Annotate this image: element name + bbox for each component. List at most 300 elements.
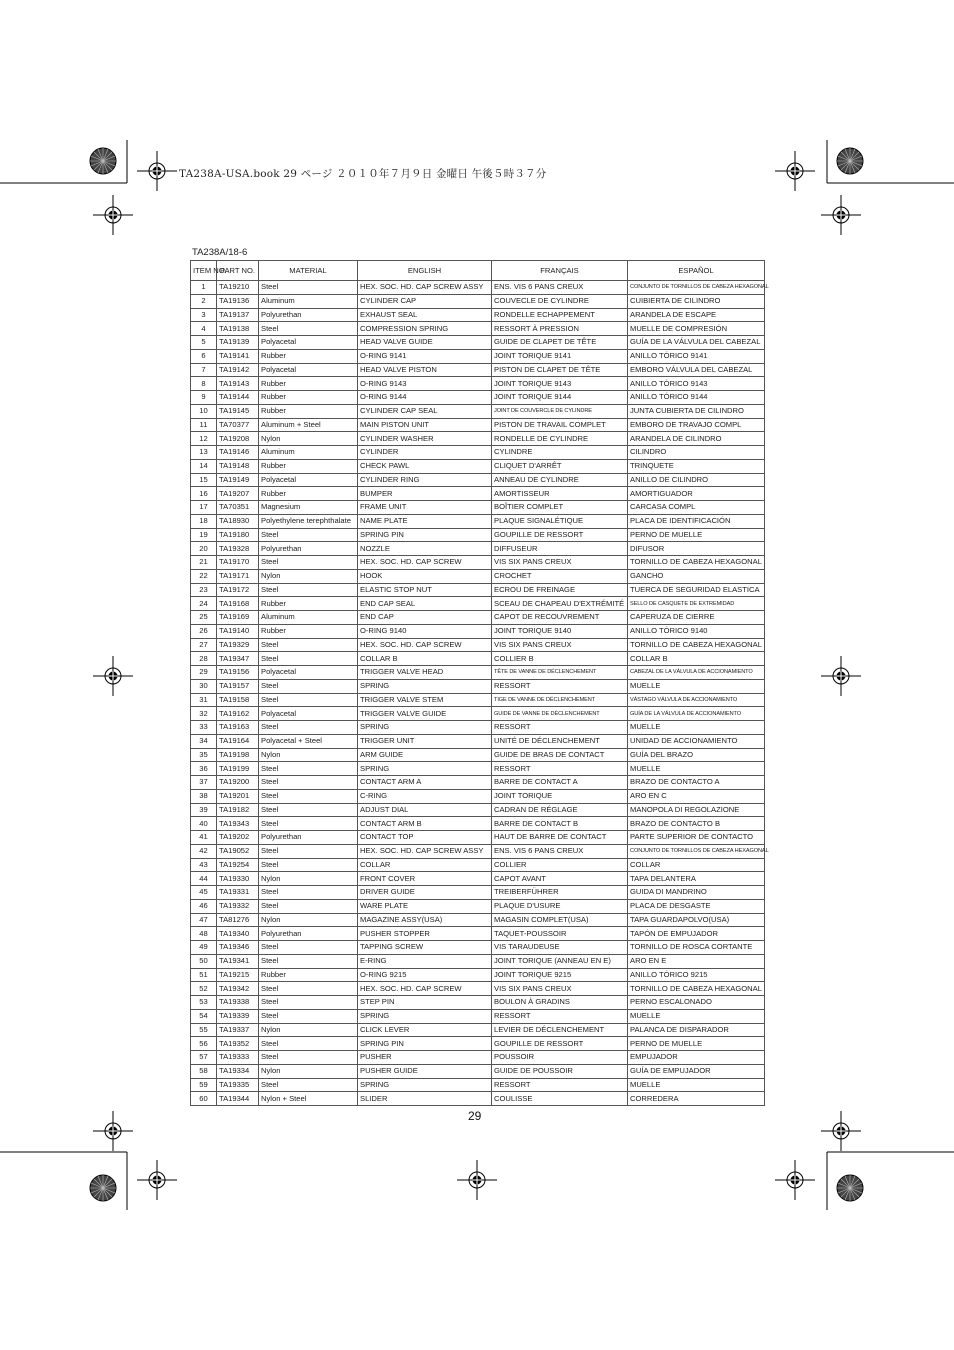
cell-part-no: TA19343	[217, 817, 259, 831]
table-row	[191, 542, 765, 556]
cell-espanol: BRAZO DE CONTACTO A	[628, 776, 765, 790]
cell-item-no: 28	[191, 652, 217, 666]
cell-english: COLLAR	[358, 858, 492, 872]
cell-item-no: 52	[191, 982, 217, 996]
cell-francais: BOULON À GRADINS	[492, 996, 628, 1010]
table-row	[191, 748, 765, 762]
cell-material: Rubber	[259, 459, 358, 473]
cell-english: CYLINDER	[358, 446, 492, 460]
cell-part-no: TA19199	[217, 762, 259, 776]
cell-espanol: PERNO ESCALONADO	[628, 996, 765, 1010]
cell-english: SPRING	[358, 1078, 492, 1092]
cell-material: Steel	[259, 693, 358, 707]
cell-item-no: 10	[191, 404, 217, 418]
cell-material: Steel	[259, 858, 358, 872]
cell-part-no: TA19347	[217, 652, 259, 666]
cell-english: HEX. SOC. HD. CAP SCREW	[358, 638, 492, 652]
table-row	[191, 762, 765, 776]
cell-english: O-RING 9141	[358, 349, 492, 363]
cell-francais: CROCHET	[492, 569, 628, 583]
table-row	[191, 611, 765, 625]
table-row	[191, 721, 765, 735]
cell-item-no: 39	[191, 803, 217, 817]
cell-francais: JOINT TORIQUE	[492, 789, 628, 803]
cell-item-no: 12	[191, 432, 217, 446]
cell-francais: JOINT TORIQUE 9144	[492, 391, 628, 405]
table-row	[191, 404, 765, 418]
cell-item-no: 18	[191, 514, 217, 528]
cell-item-no: 5	[191, 336, 217, 350]
table-row	[191, 638, 765, 652]
cell-francais: JOINT TORIQUE (ANNEAU EN E)	[492, 954, 628, 968]
cell-part-no: TA19171	[217, 569, 259, 583]
cell-english: CYLINDER WASHER	[358, 432, 492, 446]
cell-english: HOOK	[358, 569, 492, 583]
table-header-row	[191, 261, 765, 281]
cell-item-no: 1	[191, 281, 217, 295]
table-row	[191, 501, 765, 515]
cell-espanol: TAPA DELANTERA	[628, 872, 765, 886]
table-row	[191, 418, 765, 432]
cell-part-no: TA18930	[217, 514, 259, 528]
cell-part-no: TA19254	[217, 858, 259, 872]
table-row	[191, 652, 765, 666]
cell-material: Steel	[259, 886, 358, 900]
cell-material: Steel	[259, 281, 358, 295]
cell-part-no: TA19208	[217, 432, 259, 446]
cell-item-no: 44	[191, 872, 217, 886]
cell-espanol: MUELLE	[628, 762, 765, 776]
cell-francais: JOINT TORIQUE 9215	[492, 968, 628, 982]
cell-espanol: BRAZO DE CONTACTO B	[628, 817, 765, 831]
cell-part-no: TA19200	[217, 776, 259, 790]
cell-material: Polyacetal	[259, 707, 358, 721]
cell-part-no: TA19335	[217, 1078, 259, 1092]
document-code: TA238A/18-6	[192, 247, 248, 258]
print-header: TA238A-USA.book 29 ページ ２０１０年７月９日 金曜日 午後５時３７分	[179, 168, 547, 180]
cell-francais: COULISSE	[492, 1092, 628, 1106]
table-row	[191, 528, 765, 542]
cell-espanol: TORNILLO DE CABEZA HEXAGONAL	[628, 982, 765, 996]
cell-part-no: TA19158	[217, 693, 259, 707]
cell-francais: BOÎTIER COMPLET	[492, 501, 628, 515]
cell-english: WARE PLATE	[358, 899, 492, 913]
cell-item-no: 50	[191, 954, 217, 968]
cell-espanol: ARANDELA DE CILINDRO	[628, 432, 765, 446]
cell-espanol: CABEZAL DE LA VÁLVULA DE ACCIONAMIENTO	[628, 666, 765, 680]
cell-english: END CAP	[358, 611, 492, 625]
cell-english: CYLINDER RING	[358, 473, 492, 487]
cell-material: Steel	[259, 776, 358, 790]
cell-item-no: 13	[191, 446, 217, 460]
cell-item-no: 11	[191, 418, 217, 432]
table-row	[191, 459, 765, 473]
cell-part-no: TA19162	[217, 707, 259, 721]
cell-english: HEAD VALVE GUIDE	[358, 336, 492, 350]
cell-material: Polyurethan	[259, 831, 358, 845]
cell-espanol: AMORTIGUADOR	[628, 487, 765, 501]
cell-francais: VIS SIX PANS CREUX	[492, 556, 628, 570]
cell-espanol: EMBORO VÁLVULA DEL CABEZAL	[628, 363, 765, 377]
cell-english: TRIGGER VALVE HEAD	[358, 666, 492, 680]
cell-francais: BARRE DE CONTACT B	[492, 817, 628, 831]
cell-material: Steel	[259, 941, 358, 955]
cell-francais: GUIDE DE POUSSOIR	[492, 1064, 628, 1078]
cell-francais: CADRAN DE RÉGLAGE	[492, 803, 628, 817]
cell-item-no: 55	[191, 1023, 217, 1037]
table-row	[191, 927, 765, 941]
table-row	[191, 281, 765, 295]
cell-item-no: 37	[191, 776, 217, 790]
cell-espanol: ARO EN E	[628, 954, 765, 968]
cell-english: ELASTIC STOP NUT	[358, 583, 492, 597]
cell-item-no: 22	[191, 569, 217, 583]
cell-francais: JOINT DE COUVERCLE DE CYLINDRE	[492, 404, 628, 418]
col-header-english: ENGLISH	[358, 261, 492, 281]
cell-english: TRIGGER VALVE STEM	[358, 693, 492, 707]
cell-english: PUSHER	[358, 1051, 492, 1065]
cell-item-no: 31	[191, 693, 217, 707]
table-row	[191, 1051, 765, 1065]
cell-francais: RESSORT	[492, 679, 628, 693]
cell-item-no: 56	[191, 1037, 217, 1051]
cell-material: Nylon	[259, 748, 358, 762]
parts-table-body	[191, 281, 769, 1106]
cell-espanol: PERNO DE MUELLE	[628, 1037, 765, 1051]
cell-english: CLICK LEVER	[358, 1023, 492, 1037]
cell-francais: RONDELLE ECHAPPEMENT	[492, 308, 628, 322]
cell-english: TRIGGER UNIT	[358, 734, 492, 748]
cell-item-no: 51	[191, 968, 217, 982]
cell-part-no: TA19333	[217, 1051, 259, 1065]
cell-material: Steel	[259, 528, 358, 542]
cell-english: HEX. SOC. HD. CAP SCREW	[358, 982, 492, 996]
table-row	[191, 941, 765, 955]
cell-english: CONTACT TOP	[358, 831, 492, 845]
cell-material: Steel	[259, 803, 358, 817]
cell-item-no: 6	[191, 349, 217, 363]
cell-part-no: TA19149	[217, 473, 259, 487]
cell-part-no: TA19170	[217, 556, 259, 570]
cell-part-no: TA19145	[217, 404, 259, 418]
cell-material: Steel	[259, 996, 358, 1010]
cell-francais: RESSORT	[492, 762, 628, 776]
cell-item-no: 41	[191, 831, 217, 845]
cell-francais: JOINT TORIQUE 9141	[492, 349, 628, 363]
table-row	[191, 982, 765, 996]
cell-francais: PLAQUE D'USURE	[492, 899, 628, 913]
cell-part-no: TA19182	[217, 803, 259, 817]
cell-francais: PLAQUE SIGNALÉTIQUE	[492, 514, 628, 528]
cell-english: NOZZLE	[358, 542, 492, 556]
cell-espanol: EMPUJADOR	[628, 1051, 765, 1065]
cell-english: NAME PLATE	[358, 514, 492, 528]
cell-item-no: 48	[191, 927, 217, 941]
cell-english: E-RING	[358, 954, 492, 968]
table-row	[191, 349, 765, 363]
cell-espanol: UNIDAD DE ACCIONAMIENTO	[628, 734, 765, 748]
cell-part-no: TA70377	[217, 418, 259, 432]
cell-material: Magnesium	[259, 501, 358, 515]
cell-francais: HAUT DE BARRE DE CONTACT	[492, 831, 628, 845]
cell-francais: PISTON DE TRAVAIL COMPLET	[492, 418, 628, 432]
cell-item-no: 25	[191, 611, 217, 625]
cell-material: Aluminum	[259, 446, 358, 460]
cell-espanol: GANCHO	[628, 569, 765, 583]
cell-material: Polyurethan	[259, 927, 358, 941]
table-row	[191, 1078, 765, 1092]
cell-english: SPRING	[358, 1009, 492, 1023]
cell-item-no: 26	[191, 624, 217, 638]
cell-material: Steel	[259, 982, 358, 996]
cell-part-no: TA19163	[217, 721, 259, 735]
cell-item-no: 20	[191, 542, 217, 556]
cell-espanol: CAPERUZA DE CIERRE	[628, 611, 765, 625]
parts-list-table	[190, 260, 769, 1106]
cell-item-no: 33	[191, 721, 217, 735]
cell-espanol: MUELLE DE COMPRESIÓN	[628, 322, 765, 336]
cell-espanol: EMBORO DE TRAVAJO COMPL	[628, 418, 765, 432]
table-row	[191, 432, 765, 446]
cell-espanol: MUELLE	[628, 1078, 765, 1092]
cell-item-no: 14	[191, 459, 217, 473]
cell-english: PUSHER STOPPER	[358, 927, 492, 941]
cell-item-no: 3	[191, 308, 217, 322]
cell-espanol: TUERCA DE SEGURIDAD ELASTICA	[628, 583, 765, 597]
cell-espanol: ANILLO DE CILINDRO	[628, 473, 765, 487]
cell-espanol: VÁSTAGO VÁLVULA DE ACCIONAMIENTO	[628, 693, 765, 707]
cell-item-no: 35	[191, 748, 217, 762]
cell-francais: GUIDE DE CLAPET DE TÊTE	[492, 336, 628, 350]
cell-item-no: 15	[191, 473, 217, 487]
cell-part-no: TA19342	[217, 982, 259, 996]
cell-material: Steel	[259, 762, 358, 776]
cell-item-no: 24	[191, 597, 217, 611]
table-row	[191, 844, 765, 858]
cell-item-no: 30	[191, 679, 217, 693]
cell-espanol: ANILLO TÓRICO 9143	[628, 377, 765, 391]
cell-part-no: TA19168	[217, 597, 259, 611]
table-row	[191, 886, 765, 900]
cell-part-no: TA70351	[217, 501, 259, 515]
cell-part-no: TA19157	[217, 679, 259, 693]
cell-english: SPRING PIN	[358, 1037, 492, 1051]
cell-francais: ECROU DE FREINAGE	[492, 583, 628, 597]
cell-material: Steel	[259, 583, 358, 597]
table-row	[191, 1092, 765, 1106]
cell-english: CHECK PAWL	[358, 459, 492, 473]
cell-espanol: CORREDERA	[628, 1092, 765, 1106]
cell-part-no: TA19352	[217, 1037, 259, 1051]
cell-english: O-RING 9140	[358, 624, 492, 638]
cell-espanol: ARO EN C	[628, 789, 765, 803]
cell-part-no: TA19202	[217, 831, 259, 845]
cell-english: C-RING	[358, 789, 492, 803]
cell-francais: TIGE DE VANNE DE DÉCLENCHEMENT	[492, 693, 628, 707]
cell-part-no: TA19340	[217, 927, 259, 941]
cell-item-no: 8	[191, 377, 217, 391]
cell-francais: RESSORT	[492, 721, 628, 735]
cell-francais: VIS SIX PANS CREUX	[492, 638, 628, 652]
cell-material: Rubber	[259, 487, 358, 501]
cell-english: HEX. SOC. HD. CAP SCREW ASSY	[358, 281, 492, 295]
cell-espanol: GUÍA DE EMPUJADOR	[628, 1064, 765, 1078]
cell-item-no: 59	[191, 1078, 217, 1092]
cell-material: Polyacetal + Steel	[259, 734, 358, 748]
table-row	[191, 363, 765, 377]
cell-english: MAGAZINE ASSY(USA)	[358, 913, 492, 927]
cell-item-no: 58	[191, 1064, 217, 1078]
cell-espanol: PLACA DE DESGASTE	[628, 899, 765, 913]
cell-english: CONTACT ARM A	[358, 776, 492, 790]
cell-francais: CAPOT DE RECOUVREMENT	[492, 611, 628, 625]
cell-item-no: 40	[191, 817, 217, 831]
table-row	[191, 1023, 765, 1037]
cell-material: Rubber	[259, 377, 358, 391]
cell-item-no: 19	[191, 528, 217, 542]
table-row	[191, 487, 765, 501]
cell-material: Steel	[259, 638, 358, 652]
cell-part-no: TA19148	[217, 459, 259, 473]
table-row	[191, 666, 765, 680]
cell-part-no: TA19140	[217, 624, 259, 638]
cell-part-no: TA19334	[217, 1064, 259, 1078]
cell-francais: JOINT TORIQUE 9143	[492, 377, 628, 391]
cell-francais: CYLINDRE	[492, 446, 628, 460]
cell-part-no: TA19210	[217, 281, 259, 295]
cell-material: Nylon	[259, 432, 358, 446]
cell-item-no: 29	[191, 666, 217, 680]
cell-francais: ANNEAU DE CYLINDRE	[492, 473, 628, 487]
cell-material: Steel	[259, 322, 358, 336]
cell-part-no: TA19341	[217, 954, 259, 968]
cell-espanol: ARANDELA DE ESCAPE	[628, 308, 765, 322]
cell-material: Rubber	[259, 624, 358, 638]
cell-material: Polyacetal	[259, 363, 358, 377]
cell-english: TRIGGER VALVE GUIDE	[358, 707, 492, 721]
cell-material: Polyacetal	[259, 336, 358, 350]
cell-francais: GUIDE DE VANNE DE DÉCLENCHEMENT	[492, 707, 628, 721]
col-header-material: MATERIAL	[259, 261, 358, 281]
cell-espanol: GUÍA DEL BRAZO	[628, 748, 765, 762]
cell-material: Rubber	[259, 349, 358, 363]
cell-espanol: CUIBIERTA DE CILINDRO	[628, 294, 765, 308]
cell-material: Nylon	[259, 1023, 358, 1037]
cell-part-no: TA19139	[217, 336, 259, 350]
cell-material: Aluminum	[259, 611, 358, 625]
col-header-francais: FRANÇAIS	[492, 261, 628, 281]
cell-espanol: ANILLO TÓRICO 9215	[628, 968, 765, 982]
cell-part-no: TA19339	[217, 1009, 259, 1023]
table-row	[191, 377, 765, 391]
cell-francais: RESSORT À PRESSION	[492, 322, 628, 336]
cell-material: Polyacetal	[259, 473, 358, 487]
table-row	[191, 1009, 765, 1023]
cell-francais: CLIQUET D'ARRÊT	[492, 459, 628, 473]
cell-espanol: TORNILLO DE CABEZA HEXAGONAL	[628, 556, 765, 570]
cell-francais: COLLIER	[492, 858, 628, 872]
cell-francais: ENS. VIS 6 PANS CREUX	[492, 281, 628, 295]
cell-espanol: TAPÓN DE EMPUJADOR	[628, 927, 765, 941]
cell-english: BUMPER	[358, 487, 492, 501]
cell-espanol: JUNTA CUBIERTA DE CILINDRO	[628, 404, 765, 418]
table-row	[191, 583, 765, 597]
table-row	[191, 693, 765, 707]
col-header-espanol: ESPAÑOL	[628, 261, 765, 281]
table-row	[191, 597, 765, 611]
cell-english: O-RING 9143	[358, 377, 492, 391]
cell-espanol: ANILLO TÓRICO 9141	[628, 349, 765, 363]
cell-item-no: 23	[191, 583, 217, 597]
cell-english: O-RING 9144	[358, 391, 492, 405]
table-row	[191, 294, 765, 308]
cell-english: HEX. SOC. HD. CAP SCREW ASSY	[358, 844, 492, 858]
cell-part-no: TA19169	[217, 611, 259, 625]
cell-espanol: MUELLE	[628, 721, 765, 735]
cell-part-no: TA19338	[217, 996, 259, 1010]
cell-english: CONTACT ARM B	[358, 817, 492, 831]
cell-espanol: PLACA DE IDENTIFICACIÓN	[628, 514, 765, 528]
cell-item-no: 53	[191, 996, 217, 1010]
cell-francais: TAQUET-POUSSOIR	[492, 927, 628, 941]
cell-espanol: CARCASA COMPL	[628, 501, 765, 515]
cell-part-no: TA19331	[217, 886, 259, 900]
cell-espanol: SELLO DE CASQUETE DE EXTREMIDAD	[628, 597, 765, 611]
table-row	[191, 831, 765, 845]
cell-item-no: 34	[191, 734, 217, 748]
cell-francais: UNITÉ DE DÉCLENCHEMENT	[492, 734, 628, 748]
cell-espanol: TAPA GUARDAPOLVO(USA)	[628, 913, 765, 927]
cell-english: PUSHER GUIDE	[358, 1064, 492, 1078]
cell-part-no: TA19332	[217, 899, 259, 913]
cell-espanol: DIFUSOR	[628, 542, 765, 556]
cell-francais: CAPOT AVANT	[492, 872, 628, 886]
table-row	[191, 556, 765, 570]
cell-espanol: PARTE SUPERIOR DE CONTACTO	[628, 831, 765, 845]
cell-english: O-RING 9215	[358, 968, 492, 982]
cell-francais: VIS SIX PANS CREUX	[492, 982, 628, 996]
cell-material: Nylon	[259, 913, 358, 927]
cell-material: Steel	[259, 1051, 358, 1065]
cell-material: Rubber	[259, 404, 358, 418]
cell-part-no: TA19328	[217, 542, 259, 556]
table-row	[191, 1064, 765, 1078]
cell-material: Steel	[259, 556, 358, 570]
cell-part-no: TA19330	[217, 872, 259, 886]
cell-francais: JOINT TORIQUE 9140	[492, 624, 628, 638]
cell-francais: AMORTISSEUR	[492, 487, 628, 501]
cell-part-no: TA81276	[217, 913, 259, 927]
cell-part-no: TA19207	[217, 487, 259, 501]
cell-item-no: 4	[191, 322, 217, 336]
cell-english: COMPRESSION SPRING	[358, 322, 492, 336]
cell-material: Polyurethan	[259, 308, 358, 322]
cell-part-no: TA19141	[217, 349, 259, 363]
cell-part-no: TA19344	[217, 1092, 259, 1106]
cell-english: DRIVER GUIDE	[358, 886, 492, 900]
cell-material: Rubber	[259, 968, 358, 982]
cell-english: SLIDER	[358, 1092, 492, 1106]
cell-part-no: TA19198	[217, 748, 259, 762]
table-row	[191, 1037, 765, 1051]
cell-part-no: TA19164	[217, 734, 259, 748]
cell-espanol: PERNO DE MUELLE	[628, 528, 765, 542]
cell-item-no: 38	[191, 789, 217, 803]
cell-part-no: TA19142	[217, 363, 259, 377]
cell-part-no: TA19146	[217, 446, 259, 460]
cell-material: Steel	[259, 817, 358, 831]
cell-francais: GOUPILLE DE RESSORT	[492, 1037, 628, 1051]
